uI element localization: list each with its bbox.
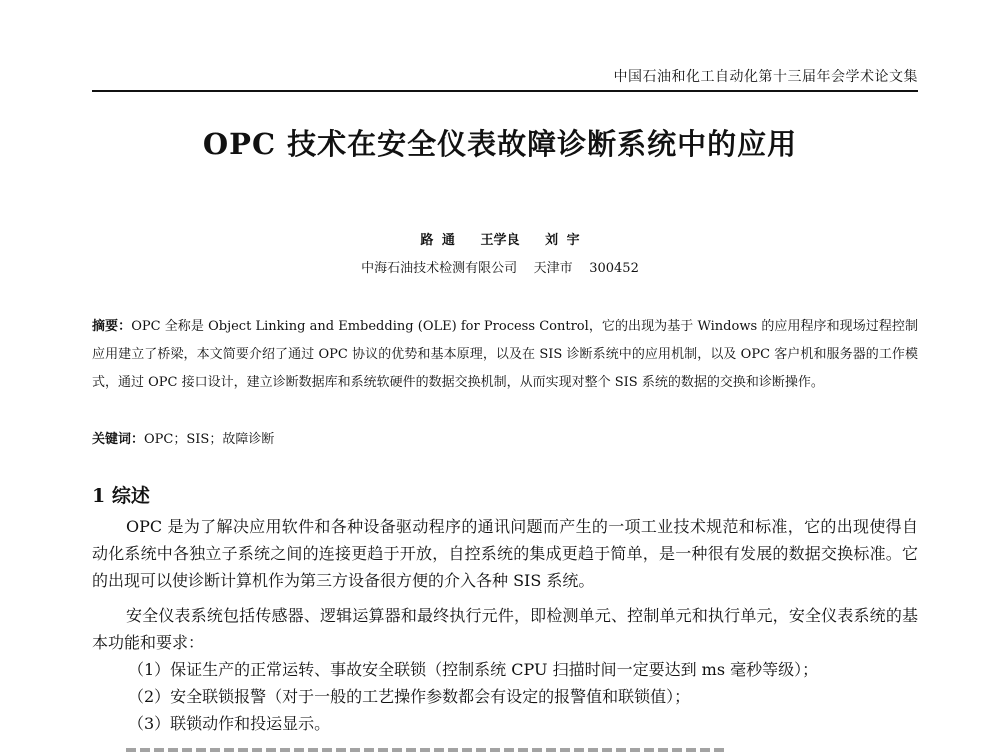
paragraph — [92, 513, 918, 594]
paragraph-text: 安全仪表系统包括传感器、逻辑运算器和最终执行元件，即检测单元、控制单元和执行单元，安全仪表系统的基本功能和要求： — [92, 606, 918, 652]
abstract-text: OPC 全称是 Object Linking and Embedding (OLE) for Process Control，它的出现为基于 Windows 的应用程序和现场过程控制应用建立了桥梁，本文简要介绍了通过 OPC 协议的优势和基本原理，以及在 SIS 诊断系统中的应用机制，以及 OPC 客户机和服务器的工作模式，通过 OPC 接口设计，建立诊断数据库和系统软硬件的数据交换机制，从而实现对整个 SIS 系统的数据的交换和诊断操作。 — [92, 319, 918, 390]
section-heading: 1 综述 — [92, 485, 150, 507]
keywords — [92, 426, 918, 454]
paper-title: OPC 技术在安全仪表故障诊断系统中的应用 — [202, 127, 798, 161]
keywords-text: OPC；SIS；故障诊断 — [144, 432, 275, 447]
requirements-list — [128, 656, 918, 737]
header-rule — [92, 90, 918, 92]
affiliation: 中海石油技术检测有限公司 天津市 300452 — [361, 261, 639, 276]
list-item: （3）联锁动作和投运显示。 — [128, 714, 331, 733]
list-item: （1）保证生产的正常运转、事故安全联锁（控制系统 CPU 扫描时间一定要达到 ms 毫秒等级）； — [128, 660, 819, 679]
running-header: 中国石油和化工自动化第十三届年会学术论文集 — [613, 69, 918, 85]
paragraph-text: OPC 是为了解决应用软件和各种设备驱动程序的通讯问题而产生的一项工业技术规范和标准，它的出现使得自动化系统中各独立子系统之间的连接更趋于开放，自控系统的集成更趋于简单，是一种很有发展的数据交换标准。它的出现可以使诊断计算机作为第三方设备很方便的介入各种 SIS 系统。 — [92, 517, 918, 590]
keywords-label: 关键词： — [92, 432, 145, 447]
authors: 路 通 王学良 刘 宇 — [420, 233, 580, 248]
list-item: （2）安全联锁报警（对于一般的工艺操作参数都会有设定的报警值和联锁值）； — [128, 687, 691, 706]
abstract — [92, 313, 918, 397]
truncated-text-line — [126, 740, 726, 754]
paragraph — [92, 602, 918, 656]
abstract-label: 摘要： — [92, 319, 132, 334]
